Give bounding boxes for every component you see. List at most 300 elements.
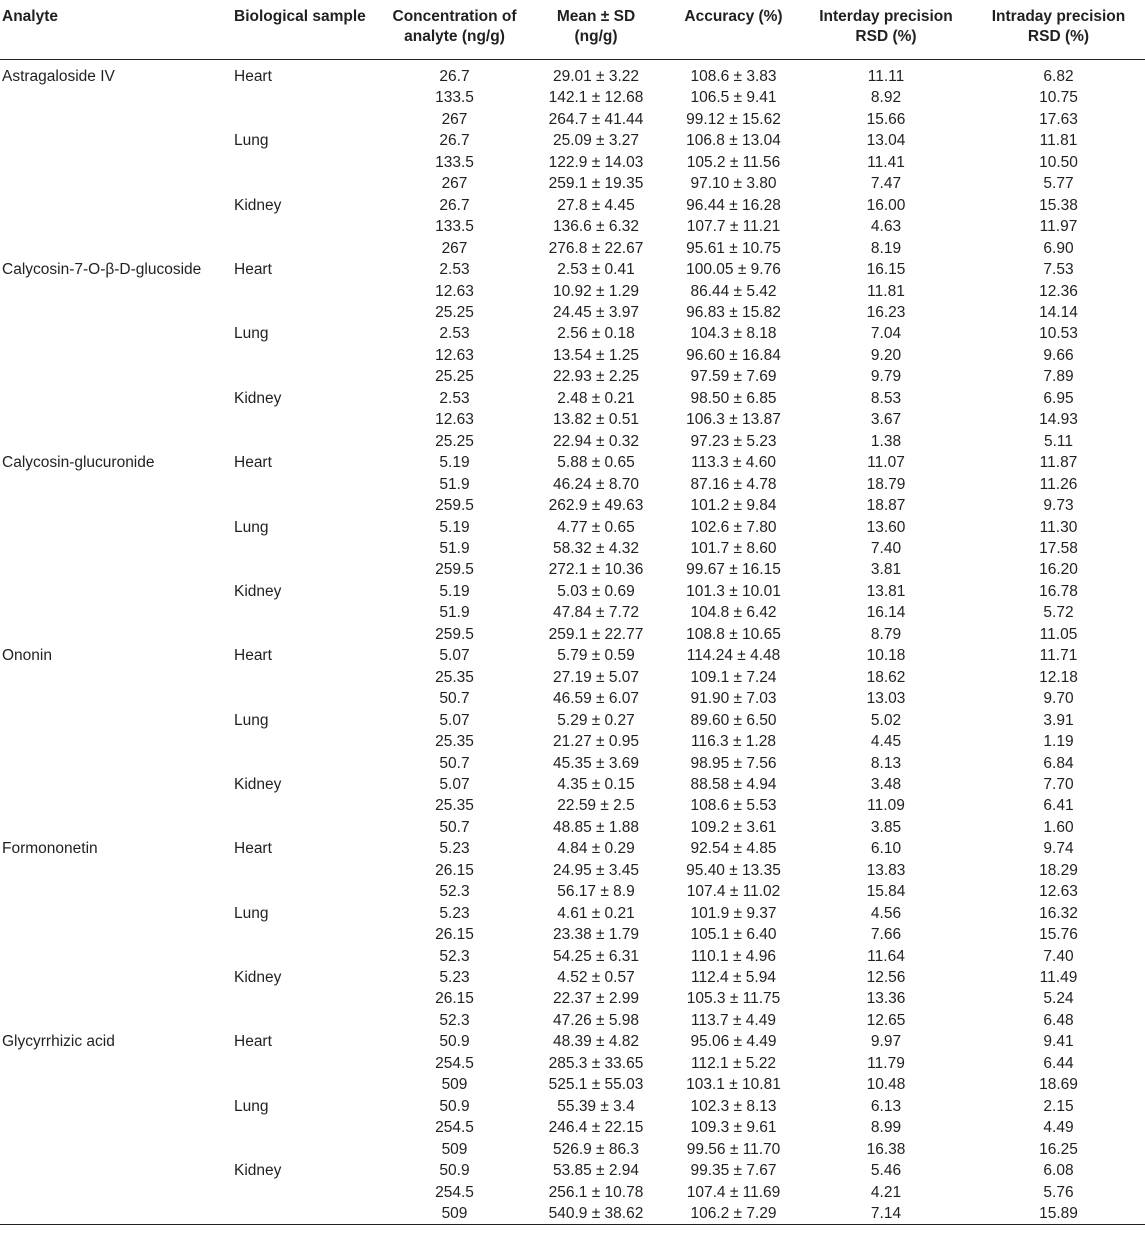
cell-mean-sd: 4.84 ± 0.29 [557, 840, 635, 858]
cell-analyte [0, 538, 234, 559]
table-row [0, 1096, 1145, 1117]
cell-biological-sample: Kidney [234, 389, 282, 407]
cell-accuracy: 98.95 ± 7.56 [690, 754, 777, 772]
cell-intraday-rsd: 11.81 [1039, 132, 1078, 150]
table-row [0, 1053, 1145, 1074]
cell-interday-rsd: 15.66 [866, 110, 906, 128]
cell-biological-sample: Heart [234, 261, 272, 279]
cell-biological-sample: Heart [234, 454, 272, 472]
cell-mean-sd: 4.52 ± 0.57 [557, 969, 635, 987]
table-row [0, 1117, 1145, 1138]
cell-biological-sample: Heart [234, 68, 272, 85]
cell-intraday-rsd: 1.19 [1043, 733, 1074, 751]
cell-concentration: 509 [441, 1205, 468, 1223]
cell-interday-rsd: 10.18 [866, 647, 906, 665]
cell-accuracy: 105.2 ± 11.56 [686, 153, 781, 171]
table-row [0, 345, 1145, 366]
cell-analyte [0, 988, 234, 1009]
cell-concentration: 26.15 [435, 990, 474, 1008]
cell-concentration: 52.3 [439, 1011, 470, 1029]
header-analyte: Analyte [2, 8, 58, 25]
cell-intraday-rsd: 11.97 [1039, 218, 1078, 236]
cell-concentration: 50.7 [439, 754, 470, 772]
cell-mean-sd: 5.29 ± 0.27 [557, 711, 635, 729]
cell-analyte: Glycyrrhizic acid [2, 1033, 115, 1051]
table-row [0, 452, 1145, 473]
cell-accuracy: 108.8 ± 10.65 [686, 625, 781, 643]
cell-accuracy: 114.24 ± 4.48 [686, 647, 781, 665]
cell-concentration: 133.5 [435, 218, 474, 236]
cell-accuracy: 116.3 ± 1.28 [691, 733, 776, 751]
cell-biological-sample: Lung [234, 132, 269, 150]
cell-analyte [0, 474, 234, 495]
cell-intraday-rsd: 15.38 [1039, 196, 1078, 214]
cell-biological-sample [234, 667, 384, 688]
cell-intraday-rsd: 5.72 [1043, 604, 1074, 622]
cell-analyte [0, 195, 234, 216]
cell-analyte [0, 1010, 234, 1031]
cell-concentration: 50.7 [439, 818, 470, 836]
cell-accuracy: 101.9 ± 9.37 [690, 904, 777, 922]
cell-mean-sd: 285.3 ± 33.65 [548, 1054, 644, 1072]
cell-mean-sd: 540.9 ± 38.62 [548, 1205, 644, 1223]
cell-biological-sample [234, 753, 384, 774]
cell-intraday-rsd: 6.95 [1043, 389, 1074, 407]
cell-biological-sample [234, 817, 384, 838]
cell-mean-sd: 525.1 ± 55.03 [548, 1076, 644, 1094]
cell-mean-sd: 2.48 ± 0.21 [557, 389, 635, 407]
cell-intraday-rsd: 10.75 [1039, 89, 1078, 107]
cell-interday-rsd: 8.79 [870, 625, 902, 643]
cell-interday-rsd: 8.99 [870, 1119, 902, 1137]
cell-biological-sample: Kidney [234, 1162, 282, 1180]
table-row [0, 216, 1145, 237]
cell-interday-rsd: 10.48 [866, 1076, 906, 1094]
cell-concentration: 25.35 [435, 668, 474, 686]
table-row [0, 1031, 1145, 1052]
cell-intraday-rsd: 16.25 [1039, 1140, 1078, 1158]
table-row [0, 624, 1145, 645]
cell-concentration: 51.9 [439, 475, 470, 493]
cell-mean-sd: 4.77 ± 0.65 [557, 518, 635, 536]
cell-interday-rsd: 11.64 [867, 947, 905, 965]
cell-interday-rsd: 16.38 [866, 1140, 906, 1158]
cell-accuracy: 108.6 ± 5.53 [690, 797, 777, 815]
cell-mean-sd: 55.39 ± 3.4 [557, 1097, 635, 1115]
cell-analyte [0, 924, 234, 945]
cell-accuracy: 109.2 ± 3.61 [690, 818, 777, 836]
table-row [0, 602, 1145, 623]
cell-concentration: 26.7 [439, 68, 470, 85]
cell-intraday-rsd: 11.05 [1039, 625, 1078, 643]
cell-intraday-rsd: 6.48 [1043, 1011, 1074, 1029]
cell-concentration: 26.15 [435, 861, 474, 879]
cell-biological-sample [234, 216, 384, 237]
cell-interday-rsd: 11.79 [867, 1054, 905, 1072]
cell-interday-rsd: 8.53 [870, 389, 902, 407]
cell-concentration: 254.5 [435, 1054, 474, 1072]
cell-accuracy: 105.3 ± 11.75 [686, 990, 781, 1008]
cell-mean-sd: 24.45 ± 3.97 [552, 303, 640, 321]
cell-concentration: 267 [441, 175, 468, 193]
cell-mean-sd: 47.26 ± 5.98 [552, 1011, 640, 1029]
cell-mean-sd: 5.79 ± 0.59 [557, 647, 635, 665]
table-row [0, 1139, 1145, 1160]
cell-analyte [0, 517, 234, 538]
table-row [0, 538, 1145, 559]
cell-intraday-rsd: 6.82 [1043, 68, 1074, 85]
cell-biological-sample [234, 602, 384, 623]
cell-mean-sd: 262.9 ± 49.63 [548, 497, 644, 515]
table-row [0, 753, 1145, 774]
cell-mean-sd: 27.19 ± 5.07 [552, 668, 640, 686]
cell-analyte [0, 731, 234, 752]
cell-biological-sample [234, 1053, 384, 1074]
cell-analyte [0, 946, 234, 967]
cell-biological-sample [234, 152, 384, 173]
cell-interday-rsd: 4.63 [870, 218, 902, 236]
cell-intraday-rsd: 11.87 [1039, 454, 1078, 472]
cell-intraday-rsd: 5.24 [1043, 990, 1074, 1008]
cell-analyte: Astragaloside IV [2, 68, 115, 85]
header-interday-precision: Interday precision RSD (%) [819, 8, 953, 45]
cell-concentration: 50.9 [439, 1162, 470, 1180]
table-row [0, 87, 1145, 108]
cell-mean-sd: 136.6 ± 6.32 [552, 218, 640, 236]
cell-biological-sample [234, 924, 384, 945]
cell-concentration: 12.63 [435, 346, 474, 364]
cell-accuracy: 103.1 ± 10.81 [686, 1076, 781, 1094]
cell-analyte [0, 388, 234, 409]
cell-intraday-rsd: 9.41 [1043, 1033, 1074, 1051]
cell-accuracy: 102.3 ± 8.13 [690, 1097, 777, 1115]
cell-accuracy: 89.60 ± 6.50 [690, 711, 777, 729]
cell-accuracy: 97.23 ± 5.23 [690, 432, 777, 450]
cell-analyte [0, 173, 234, 194]
cell-intraday-rsd: 10.53 [1039, 325, 1078, 343]
cell-intraday-rsd: 10.50 [1039, 153, 1078, 171]
cell-mean-sd: 259.1 ± 19.35 [548, 175, 644, 193]
cell-interday-rsd: 4.45 [870, 733, 902, 751]
cell-mean-sd: 264.7 ± 41.44 [548, 110, 644, 128]
cell-biological-sample: Lung [234, 1097, 269, 1115]
cell-accuracy: 101.3 ± 10.01 [686, 582, 781, 600]
cell-intraday-rsd: 17.63 [1039, 110, 1078, 128]
cell-mean-sd: 22.94 ± 0.32 [552, 432, 640, 450]
table-row [0, 495, 1145, 516]
cell-biological-sample: Kidney [234, 969, 282, 987]
cell-accuracy: 113.3 ± 4.60 [691, 454, 776, 472]
cell-accuracy: 113.7 ± 4.49 [691, 1011, 776, 1029]
cell-mean-sd: 142.1 ± 12.68 [548, 89, 644, 107]
cell-interday-rsd: 12.65 [866, 1011, 906, 1029]
cell-intraday-rsd: 7.70 [1043, 775, 1074, 793]
cell-analyte [0, 667, 234, 688]
cell-concentration: 5.19 [439, 582, 470, 600]
table-row [0, 366, 1145, 387]
cell-concentration: 254.5 [435, 1183, 474, 1201]
cell-mean-sd: 13.54 ± 1.25 [552, 346, 640, 364]
cell-biological-sample [234, 1203, 384, 1225]
cell-concentration: 259.5 [435, 625, 474, 643]
cell-analyte: Formononetin [2, 840, 98, 858]
cell-mean-sd: 13.82 ± 0.51 [552, 411, 640, 429]
cell-interday-rsd: 6.10 [870, 840, 902, 858]
cell-concentration: 5.19 [439, 454, 470, 472]
cell-mean-sd: 22.37 ± 2.99 [552, 990, 640, 1008]
cell-interday-rsd: 7.66 [870, 926, 902, 944]
table-row [0, 130, 1145, 151]
cell-concentration: 51.9 [439, 604, 470, 622]
cell-interday-rsd: 15.84 [866, 883, 906, 901]
cell-analyte [0, 1117, 234, 1138]
cell-concentration: 509 [441, 1140, 468, 1158]
cell-intraday-rsd: 12.36 [1039, 282, 1078, 300]
cell-intraday-rsd: 12.18 [1039, 668, 1078, 686]
cell-accuracy: 95.40 ± 13.35 [686, 861, 781, 879]
cell-concentration: 51.9 [439, 539, 470, 557]
cell-mean-sd: 5.88 ± 0.65 [557, 454, 635, 472]
cell-accuracy: 91.90 ± 7.03 [690, 690, 777, 708]
cell-intraday-rsd: 9.73 [1043, 497, 1074, 515]
cell-intraday-rsd: 17.58 [1039, 539, 1078, 557]
cell-mean-sd: 58.32 ± 4.32 [552, 539, 640, 557]
table-row [0, 581, 1145, 602]
table-row [0, 967, 1145, 988]
table-row [0, 903, 1145, 924]
cell-biological-sample: Lung [234, 711, 269, 729]
cell-analyte [0, 281, 234, 302]
cell-analyte [0, 1139, 234, 1160]
cell-intraday-rsd: 11.49 [1039, 969, 1078, 987]
cell-interday-rsd: 13.36 [866, 990, 906, 1008]
header-accuracy: Accuracy (%) [684, 8, 783, 25]
cell-interday-rsd: 11.09 [867, 797, 905, 815]
table-row [0, 559, 1145, 580]
cell-mean-sd: 46.24 ± 8.70 [552, 475, 640, 493]
cell-intraday-rsd: 6.90 [1043, 239, 1074, 257]
table-row [0, 517, 1145, 538]
cell-accuracy: 97.59 ± 7.69 [690, 368, 777, 386]
cell-accuracy: 92.54 ± 4.85 [690, 840, 777, 858]
table-row [0, 259, 1145, 280]
cell-analyte [0, 624, 234, 645]
cell-biological-sample [234, 87, 384, 108]
cell-intraday-rsd: 7.89 [1043, 368, 1074, 386]
cell-intraday-rsd: 12.63 [1039, 883, 1078, 901]
cell-biological-sample [234, 431, 384, 452]
cell-interday-rsd: 16.15 [866, 261, 906, 279]
table-row [0, 710, 1145, 731]
table-row [0, 409, 1145, 430]
cell-concentration: 5.07 [439, 775, 470, 793]
cell-interday-rsd: 8.92 [870, 89, 902, 107]
cell-intraday-rsd: 11.26 [1039, 475, 1078, 493]
cell-mean-sd: 22.93 ± 2.25 [552, 368, 640, 386]
cell-concentration: 267 [441, 239, 468, 257]
cell-accuracy: 99.12 ± 15.62 [686, 110, 781, 128]
cell-mean-sd: 5.03 ± 0.69 [557, 582, 635, 600]
cell-analyte [0, 87, 234, 108]
cell-interday-rsd: 9.20 [870, 346, 902, 364]
cell-mean-sd: 47.84 ± 7.72 [552, 604, 640, 622]
table-row [0, 838, 1145, 859]
cell-biological-sample [234, 1139, 384, 1160]
cell-interday-rsd: 8.13 [870, 754, 902, 772]
cell-interday-rsd: 3.48 [870, 775, 902, 793]
cell-interday-rsd: 11.11 [867, 68, 905, 85]
cell-biological-sample [234, 624, 384, 645]
cell-concentration: 12.63 [435, 282, 474, 300]
cell-accuracy: 101.2 ± 9.84 [690, 497, 777, 515]
cell-concentration: 25.35 [435, 733, 474, 751]
cell-mean-sd: 45.35 ± 3.69 [552, 754, 640, 772]
cell-mean-sd: 27.8 ± 4.45 [557, 196, 635, 214]
cell-accuracy: 99.35 ± 7.67 [690, 1162, 777, 1180]
cell-interday-rsd: 8.19 [870, 239, 902, 257]
cell-interday-rsd: 11.07 [867, 454, 905, 472]
cell-analyte [0, 1096, 234, 1117]
cell-biological-sample [234, 688, 384, 709]
cell-mean-sd: 23.38 ± 1.79 [552, 926, 640, 944]
cell-analyte [0, 366, 234, 387]
cell-analyte [0, 109, 234, 130]
cell-mean-sd: 259.1 ± 22.77 [548, 625, 644, 643]
cell-analyte [0, 323, 234, 344]
cell-intraday-rsd: 16.32 [1039, 904, 1078, 922]
table-row [0, 152, 1145, 173]
cell-intraday-rsd: 6.41 [1043, 797, 1074, 815]
cell-analyte [0, 1182, 234, 1203]
cell-mean-sd: 526.9 ± 86.3 [552, 1140, 640, 1158]
cell-analyte [0, 688, 234, 709]
table-row [0, 817, 1145, 838]
cell-accuracy: 95.06 ± 4.49 [690, 1033, 777, 1051]
cell-mean-sd: 24.95 ± 3.45 [552, 861, 640, 879]
cell-intraday-rsd: 16.20 [1039, 561, 1078, 579]
cell-accuracy: 100.05 ± 9.76 [686, 261, 781, 279]
cell-analyte: Calycosin-glucuronide [2, 454, 155, 472]
cell-biological-sample: Heart [234, 840, 272, 858]
table-row [0, 388, 1145, 409]
header-concentration: Concentration of analyte (ng/g) [392, 8, 517, 45]
cell-concentration: 5.23 [439, 969, 470, 987]
cell-biological-sample [234, 238, 384, 259]
cell-interday-rsd: 4.21 [870, 1183, 902, 1201]
table-row [0, 109, 1145, 130]
table-body [0, 60, 1145, 1225]
cell-interday-rsd: 9.97 [870, 1033, 902, 1051]
cell-mean-sd: 48.39 ± 4.82 [552, 1033, 640, 1051]
cell-analyte [0, 1160, 234, 1181]
cell-analyte [0, 1203, 234, 1225]
cell-intraday-rsd: 14.93 [1039, 411, 1078, 429]
cell-interday-rsd: 13.60 [866, 518, 906, 536]
cell-accuracy: 108.6 ± 3.83 [690, 68, 777, 85]
cell-accuracy: 86.44 ± 5.42 [690, 282, 777, 300]
cell-concentration: 26.7 [439, 196, 470, 214]
cell-intraday-rsd: 2.15 [1043, 1097, 1074, 1115]
cell-intraday-rsd: 7.40 [1043, 947, 1074, 965]
cell-mean-sd: 54.25 ± 6.31 [552, 947, 640, 965]
cell-mean-sd: 22.59 ± 2.5 [557, 797, 635, 815]
cell-intraday-rsd: 7.53 [1043, 261, 1074, 279]
cell-biological-sample [234, 173, 384, 194]
cell-accuracy: 95.61 ± 10.75 [686, 239, 781, 257]
cell-analyte [0, 345, 234, 366]
cell-analyte [0, 431, 234, 452]
cell-accuracy: 107.7 ± 11.21 [686, 218, 781, 236]
cell-accuracy: 96.44 ± 16.28 [686, 196, 781, 214]
table-row [0, 323, 1145, 344]
cell-concentration: 5.07 [439, 711, 470, 729]
table-row [0, 1010, 1145, 1031]
cell-concentration: 50.7 [439, 690, 470, 708]
cell-analyte [0, 903, 234, 924]
cell-concentration: 12.63 [435, 411, 474, 429]
cell-accuracy: 106.8 ± 13.04 [686, 132, 781, 150]
cell-biological-sample [234, 345, 384, 366]
cell-mean-sd: 246.4 ± 22.15 [548, 1119, 644, 1137]
cell-analyte [0, 602, 234, 623]
cell-biological-sample [234, 860, 384, 881]
cell-concentration: 2.53 [439, 389, 470, 407]
cell-biological-sample: Kidney [234, 775, 282, 793]
table-row [0, 731, 1145, 752]
cell-intraday-rsd: 18.29 [1039, 861, 1078, 879]
cell-accuracy: 106.2 ± 7.29 [690, 1205, 777, 1223]
cell-analyte [0, 1053, 234, 1074]
cell-analyte: Ononin [2, 647, 52, 665]
cell-concentration: 5.23 [439, 840, 470, 858]
cell-concentration: 2.53 [439, 325, 470, 343]
cell-interday-rsd: 3.67 [870, 411, 902, 429]
cell-interday-rsd: 12.56 [866, 969, 906, 987]
cell-intraday-rsd: 11.30 [1039, 518, 1078, 536]
cell-interday-rsd: 16.23 [866, 303, 906, 321]
cell-accuracy: 105.1 ± 6.40 [690, 926, 777, 944]
cell-mean-sd: 10.92 ± 1.29 [552, 282, 640, 300]
cell-interday-rsd: 7.40 [870, 539, 902, 557]
cell-mean-sd: 256.1 ± 10.78 [548, 1183, 644, 1201]
cell-interday-rsd: 7.14 [870, 1205, 902, 1223]
table-row [0, 881, 1145, 902]
cell-interday-rsd: 18.79 [866, 475, 906, 493]
cell-accuracy: 112.4 ± 5.94 [691, 969, 776, 987]
cell-accuracy: 109.3 ± 9.61 [690, 1119, 777, 1137]
cell-analyte [0, 152, 234, 173]
cell-biological-sample [234, 366, 384, 387]
cell-accuracy: 96.60 ± 16.84 [686, 346, 781, 364]
cell-mean-sd: 4.35 ± 0.15 [557, 775, 635, 793]
cell-interday-rsd: 18.62 [866, 668, 906, 686]
cell-intraday-rsd: 6.08 [1043, 1162, 1074, 1180]
cell-biological-sample [234, 302, 384, 323]
cell-concentration: 25.35 [435, 797, 474, 815]
cell-interday-rsd: 5.02 [870, 711, 902, 729]
cell-biological-sample [234, 1010, 384, 1031]
cell-biological-sample: Lung [234, 518, 269, 536]
cell-interday-rsd: 3.85 [870, 818, 902, 836]
cell-concentration: 50.9 [439, 1033, 470, 1051]
cell-concentration: 2.53 [439, 261, 470, 279]
cell-interday-rsd: 13.83 [866, 861, 906, 879]
cell-intraday-rsd: 6.44 [1043, 1054, 1074, 1072]
cell-mean-sd: 25.09 ± 3.27 [552, 132, 640, 150]
cell-accuracy: 87.16 ± 4.78 [690, 475, 777, 493]
cell-biological-sample: Lung [234, 904, 269, 922]
cell-mean-sd: 2.53 ± 0.41 [557, 261, 635, 279]
